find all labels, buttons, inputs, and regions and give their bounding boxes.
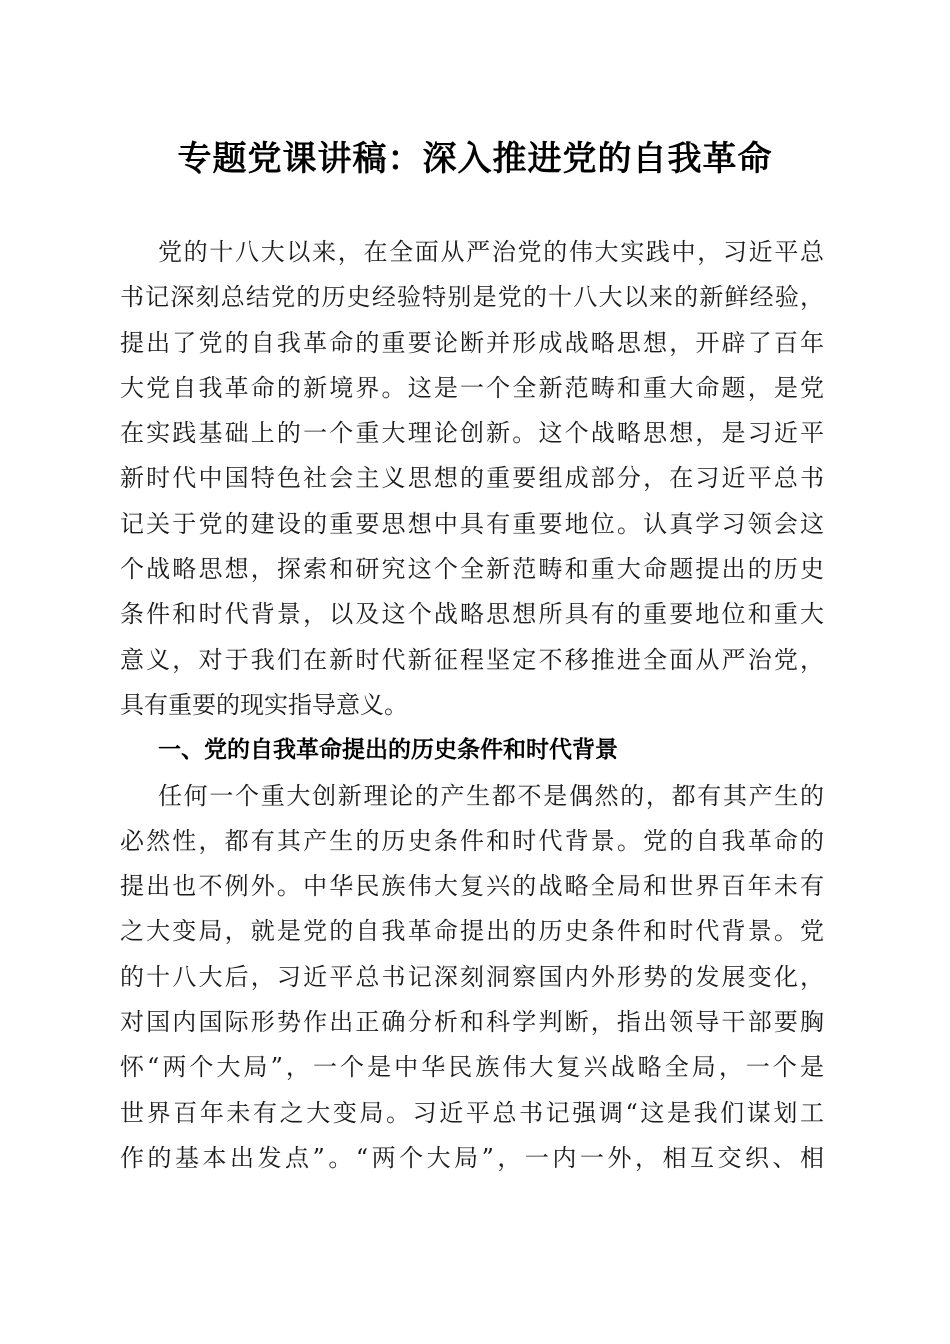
- section-heading: 一、党的自我革命提出的历史条件和时代背景: [158, 737, 618, 764]
- paragraph-1-line: 意义，对于我们在新时代新征程坚定不移推进全面从严治党，: [120, 645, 824, 674]
- paragraph-1-line: 记关于党的建设的重要思想中具有重要地位。认真学习领会这: [120, 509, 824, 538]
- paragraph-1-line: 具有重要的现实指导意义。: [120, 690, 408, 719]
- paragraph-1-line: 提出了党的自我革命的重要论断并形成战略思想，开辟了百年: [120, 328, 824, 357]
- paragraph-1-line: 党的十八大以来，在全面从严治党的伟大实践中，习近平总: [158, 238, 824, 266]
- paragraph-1-line: 书记深刻总结党的历史经验特别是党的十八大以来的新鲜经验，: [120, 283, 824, 312]
- paragraph-1-line: 大党自我革命的新境界。这是一个全新范畴和重大命题，是党: [120, 373, 824, 402]
- paragraph-1-line: 条件和时代背景，以及这个战略思想所具有的重要地位和重大: [120, 600, 824, 629]
- paragraph-2-line: 对国内国际形势作出正确分析和科学判断，指出领导干部要胸: [120, 1008, 824, 1037]
- paragraph-2-line: 必然性，都有其产生的历史条件和时代背景。党的自我革命的: [120, 826, 824, 855]
- document-body: [120, 230, 824, 1181]
- paragraph-1-line: 在实践基础上的一个重大理论创新。这个战略思想，是习近平: [120, 419, 824, 448]
- paragraph-2-line: 提出也不例外。中华民族伟大复兴的战略全局和世界百年未有: [120, 872, 824, 901]
- paragraph-2-line: 作的基本出发点”。“两个大局”，一内一外，相互交织、相: [120, 1143, 824, 1172]
- paragraph-2-line: 世界百年未有之大变局。习近平总书记强调“这是我们谋划工: [120, 1098, 824, 1127]
- paragraph-2-line: 任何一个重大创新理论的产生都不是偶然的，都有其产生的: [158, 781, 824, 810]
- document-title: 专题党课讲稿：深入推进党的自我革命: [177, 139, 773, 179]
- paragraph-1-line: 新时代中国特色社会主义思想的重要组成部分，在习近平总书: [120, 464, 824, 493]
- paragraph-1-line: 个战略思想，探索和研究这个全新范畴和重大命题提出的历史: [120, 555, 824, 584]
- paragraph-2-line: 的十八大后，习近平总书记深刻洞察国内外形势的发展变化，: [120, 962, 824, 991]
- paragraph-2-line: 之大变局，就是党的自我革命提出的历史条件和时代背景。党: [120, 917, 824, 946]
- paragraph-2-line: 怀“两个大局”，一个是中华民族伟大复兴战略全局，一个是: [120, 1053, 824, 1082]
